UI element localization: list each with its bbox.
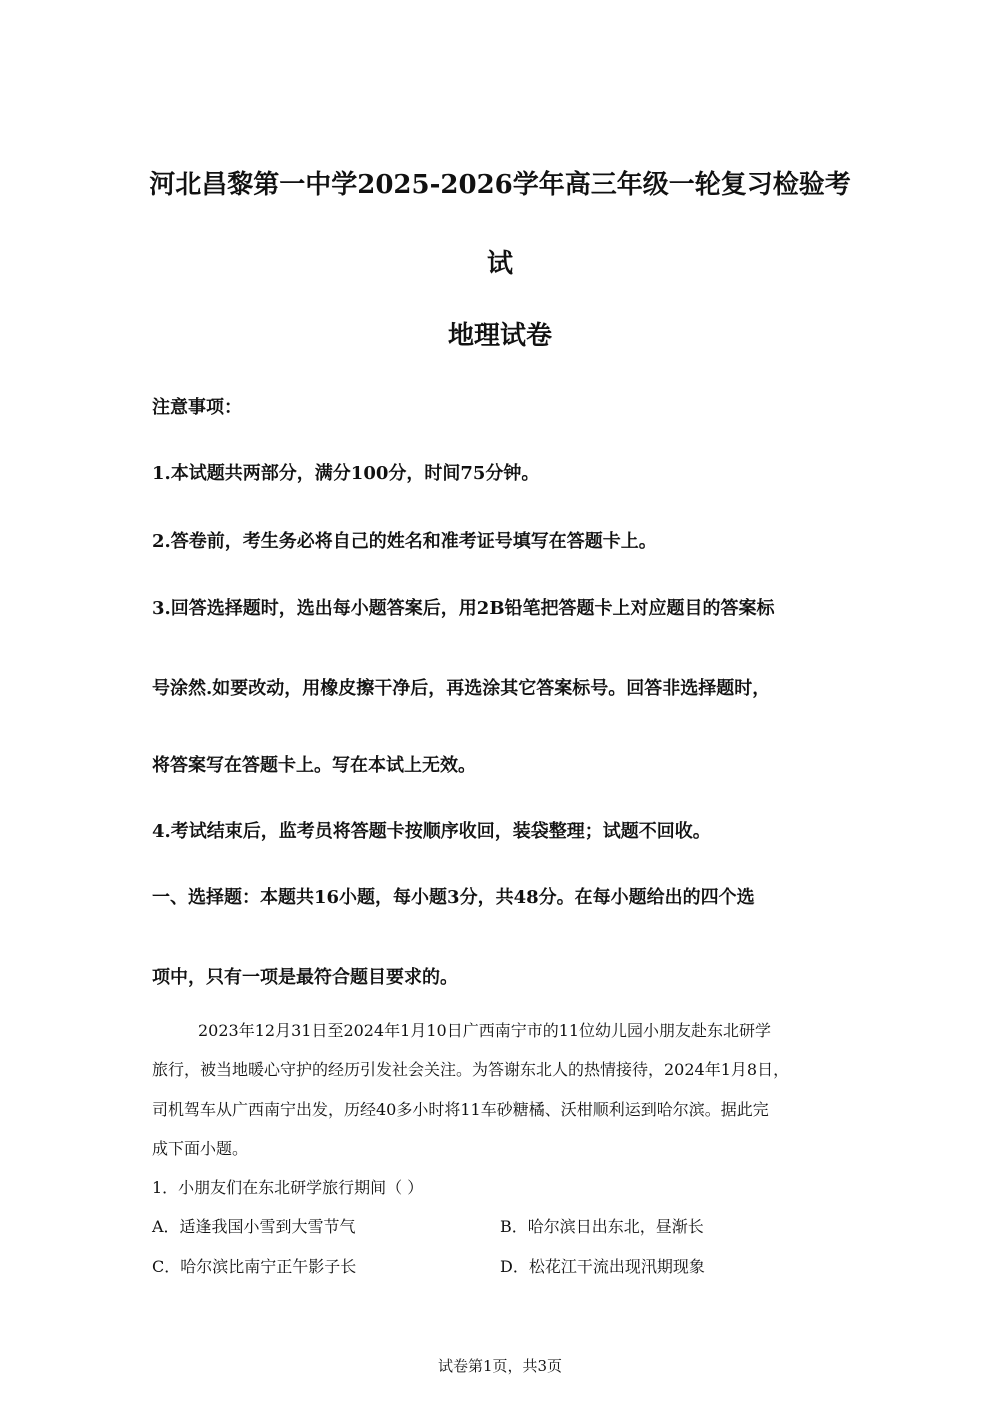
- passage-line4: 成下面小题。: [152, 1139, 249, 1158]
- notice-item-4: 4.考试结束后，监考员将答题卡按顺序收回，装袋整理；试题不回收。: [152, 821, 711, 842]
- notice-item-3-line1: 3.回答选择题时，选出每小题答案后，用2B铅笔把答题卡上对应题目的答案标: [152, 598, 775, 619]
- passage-line2: 旅行，被当地暖心守护的经历引发社会关注。为答谢东北人的热情接待，2024年1月8日，: [152, 1060, 790, 1079]
- passage-line1: 2023年12月31日至2024年1月10日广西南宁市的11位幼儿园小朋友赴东北研学: [198, 1021, 772, 1040]
- notice-item-2: 2.答卷前，考生务必将自己的姓名和准考证号填写在答题卡上。: [152, 531, 657, 552]
- question1-option-b: B．哈尔滨日出东北，昼渐长: [500, 1217, 704, 1236]
- notice-item-3-line2: 号涂然.如要改动，用橡皮擦干净后，再选涂其它答案标号。回答非选择题时，: [152, 678, 771, 699]
- page-footer: 试卷第1页，共3页: [437, 1357, 563, 1375]
- question1-stem: 1．小朋友们在东北研学旅行期间（ ）: [152, 1178, 424, 1197]
- question1-option-c: C．哈尔滨比南宁正午影子长: [152, 1257, 357, 1276]
- exam-subtitle: 地理试卷: [447, 321, 552, 351]
- notice-item-1: 1.本试题共两部分，满分100分，时间75分钟。: [152, 463, 540, 484]
- notice-heading: 注意事项：: [152, 397, 242, 418]
- exam-title-line1: 河北昌黎第一中学2025-2026学年高三年级一轮复习检验考: [149, 170, 851, 200]
- question1-option-d: D．松花江干流出现汛期现象: [500, 1257, 705, 1276]
- section1-heading-line2: 项中，只有一项是最符合题目要求的。: [152, 967, 458, 988]
- question1-option-a: A．适逢我国小雪到大雪节气: [152, 1217, 356, 1236]
- exam-title-line2: 试: [486, 249, 513, 279]
- passage-line3: 司机驾车从广西南宁出发，历经40多小时将11车砂糖橘、沃柑顺利运到哈尔滨。据此完: [152, 1100, 769, 1119]
- notice-item-3-line3: 将答案写在答题卡上。写在本试上无效。: [152, 755, 476, 776]
- section1-heading-line1: 一、选择题：本题共16小题，每小题3分，共48分。在每小题给出的四个选: [152, 887, 755, 908]
